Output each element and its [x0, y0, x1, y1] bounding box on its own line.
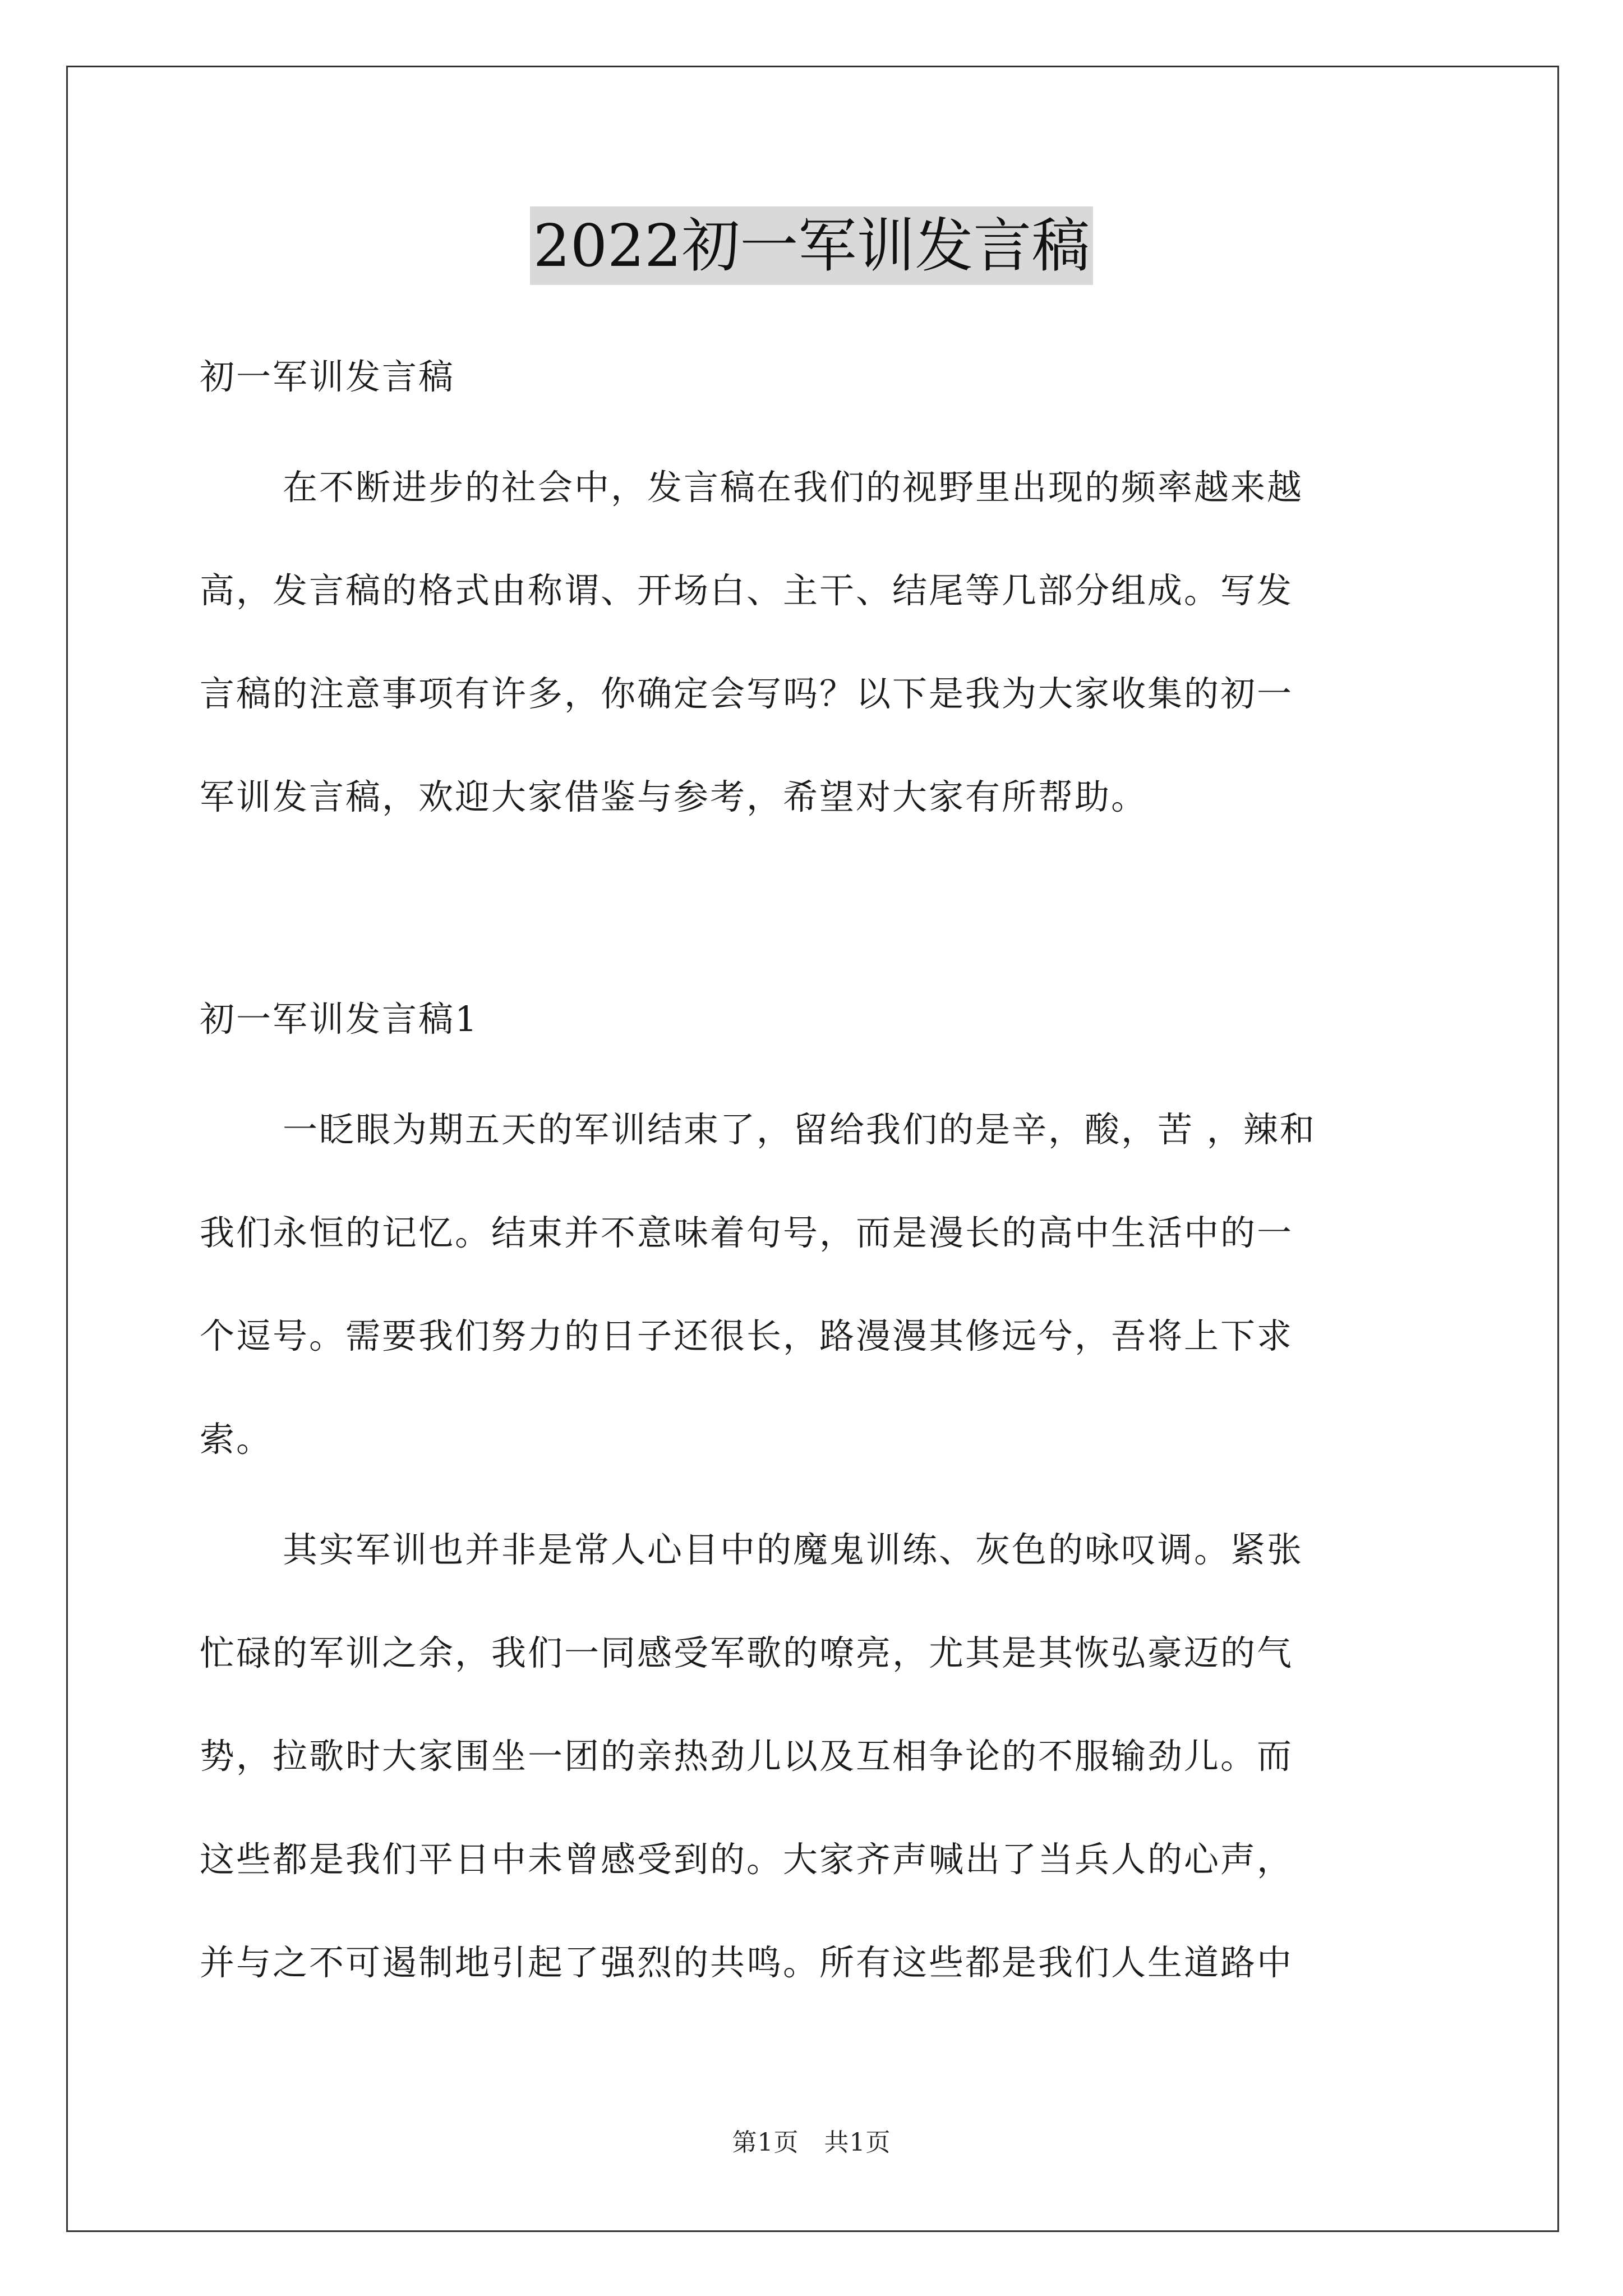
- section1-p1-line-2: 我们永恒的记忆。结束并不意味着句号，而是漫长的高中生活中的一: [200, 1212, 1294, 1253]
- section1-p1-line-1: 一眨眼为期五天的军训结束了，留给我们的是辛，酸，苦 ，辣和: [283, 1109, 1316, 1150]
- title-wrap: [0, 206, 1623, 285]
- document-title: 2022初一军训发言稿: [530, 206, 1094, 285]
- section1-p2-line-1: 其实军训也并非是常人心目中的魔鬼训练、灰色的咏叹调。紧张: [283, 1529, 1304, 1570]
- section1-p2-line-2: 忙碌的军训之余，我们一同感受军歌的嘹亮，尤其是其恢弘豪迈的气: [200, 1632, 1294, 1673]
- section1-p2-line-5: 并与之不可遏制地引起了强烈的共鸣。所有这些都是我们人生道路中: [200, 1942, 1294, 1983]
- intro-line-4: 军训发言稿，欢迎大家借鉴与参考，希望对大家有所帮助。: [200, 776, 1148, 817]
- section1-p1-line-3: 个逗号。需要我们努力的日子还很长，路漫漫其修远兮，吾将上下求: [200, 1315, 1294, 1356]
- intro-line-2: 高，发言稿的格式由称谓、开场白、主干、结尾等几部分组成。写发: [200, 570, 1294, 611]
- section1-p2-line-4: 这些都是我们平日中未曾感受到的。大家齐声喊出了当兵人的心声，: [200, 1839, 1294, 1880]
- intro-heading: 初一军训发言稿: [200, 356, 455, 397]
- section1-p2-line-3: 势，拉歌时大家围坐一团的亲热劲儿以及互相争论的不服输劲儿。而: [200, 1736, 1294, 1777]
- page-footer: 第1页 共1页: [732, 2128, 891, 2157]
- section1-heading: 初一军训发言稿1: [200, 999, 479, 1039]
- intro-line-3: 言稿的注意事项有许多，你确定会写吗？以下是我为大家收集的初一: [200, 673, 1294, 714]
- intro-line-1: 在不断进步的社会中，发言稿在我们的视野里出现的频率越来越: [283, 467, 1304, 508]
- section1-p1-line-4: 索。: [200, 1419, 273, 1460]
